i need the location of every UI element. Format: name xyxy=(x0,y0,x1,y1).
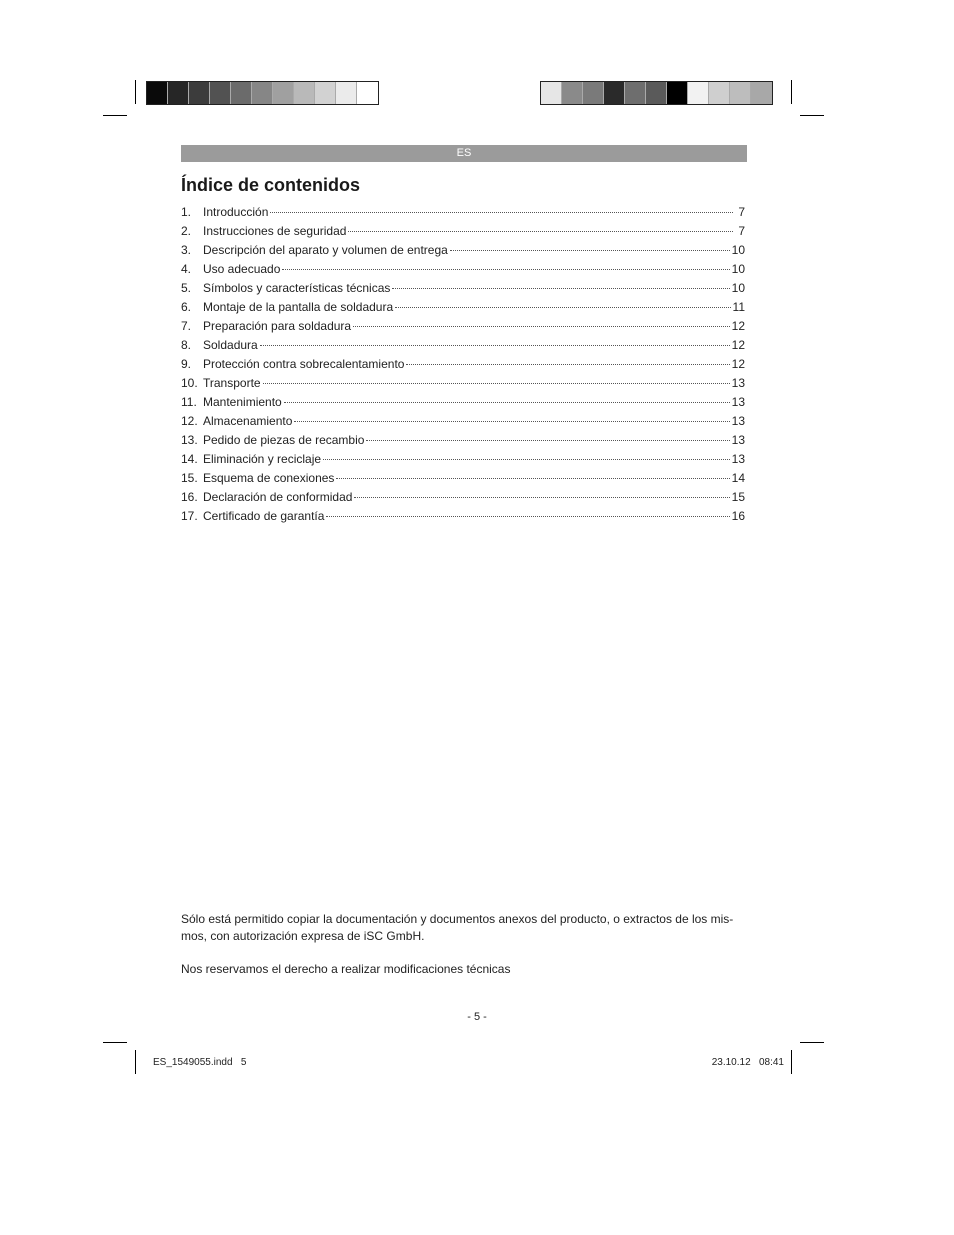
crop-mark xyxy=(800,115,824,116)
toc-entry-number: 11. xyxy=(181,395,197,409)
crop-mark xyxy=(791,1050,792,1074)
toc-leader-dots xyxy=(260,345,730,346)
toc-entry-page: 15 xyxy=(731,490,745,504)
color-swatch xyxy=(336,82,357,104)
crop-mark xyxy=(135,80,136,104)
crop-mark xyxy=(103,1042,127,1043)
toc-entry-number: 2. xyxy=(181,224,192,238)
toc-entry-title: Descripción del aparato y volumen de entrega xyxy=(203,243,448,257)
toc-entry xyxy=(181,279,745,298)
toc-entry-page: 7 xyxy=(738,224,745,238)
toc-entry-title: Instrucciones de seguridad xyxy=(203,224,347,238)
toc-entry xyxy=(181,355,745,374)
toc-entry xyxy=(181,203,745,222)
toc-leader-dots xyxy=(406,364,729,365)
toc-entry-number: 5. xyxy=(181,281,192,295)
toc-entry-page: 10 xyxy=(731,281,745,295)
toc-entry-title: Certificado de garantía xyxy=(203,509,325,523)
toc-entry-number: 3. xyxy=(181,243,192,257)
color-swatch xyxy=(751,82,772,104)
color-bar-right xyxy=(540,81,773,105)
copy-notice: Sólo está permitido copiar la documentación y documentos anexos del producto, o extractos de los mis-mos, con autorización expresa de iSC GmbH. xyxy=(181,912,734,943)
toc-leader-dots xyxy=(294,421,729,422)
footer-file: ES_1549055.indd 5 xyxy=(153,1057,247,1068)
toc-entry xyxy=(181,222,745,241)
toc-entry-page: 12 xyxy=(731,319,745,333)
toc-entry xyxy=(181,488,745,507)
toc-entry-number: 6. xyxy=(181,300,192,314)
toc-entry xyxy=(181,260,745,279)
color-swatch xyxy=(189,82,210,104)
toc-entry-number: 15. xyxy=(181,471,198,485)
toc-entry-number: 8. xyxy=(181,338,192,352)
toc-entry-number: 14. xyxy=(181,452,198,466)
toc-entry-number: 4. xyxy=(181,262,192,276)
toc-entry-number: 10. xyxy=(181,376,198,390)
toc-leader-dots xyxy=(392,288,729,289)
color-swatch xyxy=(667,82,688,104)
crop-mark xyxy=(135,1050,136,1074)
color-swatch xyxy=(168,82,189,104)
toc-entry-number: 17. xyxy=(181,509,198,523)
toc-entry-page: 13 xyxy=(731,433,745,447)
toc-entry-number: 16. xyxy=(181,490,198,504)
toc-entry-title: Preparación para soldadura xyxy=(203,319,352,333)
crop-mark xyxy=(103,115,127,116)
footer-datetime: 23.10.12 08:41 xyxy=(711,1057,784,1068)
color-swatch xyxy=(604,82,625,104)
color-bar-left xyxy=(146,81,379,105)
color-swatch xyxy=(562,82,583,104)
toc-entry-number: 1. xyxy=(181,205,192,219)
crop-mark xyxy=(791,80,792,104)
toc-leader-dots xyxy=(354,497,729,498)
toc-entry-title: Mantenimiento xyxy=(203,395,282,409)
toc-leader-dots xyxy=(450,250,730,251)
toc-entry-number: 9. xyxy=(181,357,192,371)
toc-entry-title: Declaración de conformidad xyxy=(203,490,353,504)
toc-leader-dots xyxy=(348,231,733,232)
toc-entry xyxy=(181,507,745,526)
toc-entry xyxy=(181,412,745,431)
toc-leader-dots xyxy=(395,307,730,308)
color-swatch xyxy=(583,82,604,104)
toc-entry-number: 12. xyxy=(181,414,198,428)
toc-leader-dots xyxy=(270,212,733,213)
toc-entry-number: 7. xyxy=(181,319,192,333)
toc-entry-title: Símbolos y características técnicas xyxy=(203,281,391,295)
toc-entry xyxy=(181,374,745,393)
toc-entry-title: Esquema de conexiones xyxy=(203,471,335,485)
toc-entry-page: 13 xyxy=(731,452,745,466)
toc-entry xyxy=(181,393,745,412)
toc-entry-page: 12 xyxy=(731,357,745,371)
color-swatch xyxy=(315,82,336,104)
toc-leader-dots xyxy=(323,459,730,460)
toc-entry xyxy=(181,450,745,469)
color-swatch xyxy=(231,82,252,104)
toc-entry-number: 13. xyxy=(181,433,198,447)
table-of-contents xyxy=(181,203,745,526)
color-swatch xyxy=(646,82,667,104)
toc-entry-page: 13 xyxy=(731,414,745,428)
toc-entry-page: 12 xyxy=(731,338,745,352)
toc-entry-page: 11 xyxy=(732,300,745,314)
toc-entry-title: Almacenamiento xyxy=(203,414,293,428)
toc-entry-title: Uso adecuado xyxy=(203,262,281,276)
toc-entry-page: 10 xyxy=(731,243,745,257)
toc-entry-title: Transporte xyxy=(203,376,261,390)
color-swatch xyxy=(357,82,378,104)
color-swatch xyxy=(541,82,562,104)
crop-mark xyxy=(800,1042,824,1043)
toc-leader-dots xyxy=(326,516,729,517)
toc-entry xyxy=(181,317,745,336)
color-swatch xyxy=(730,82,751,104)
toc-entry-page: 13 xyxy=(731,395,745,409)
color-swatch xyxy=(709,82,730,104)
color-swatch xyxy=(252,82,273,104)
toc-leader-dots xyxy=(282,269,729,270)
color-swatch xyxy=(688,82,709,104)
color-swatch xyxy=(294,82,315,104)
language-band xyxy=(181,145,747,162)
toc-entry-page: 7 xyxy=(738,205,745,219)
toc-entry-page: 13 xyxy=(731,376,745,390)
language-code: ES xyxy=(456,147,472,159)
toc-entry xyxy=(181,336,745,355)
color-swatch xyxy=(625,82,646,104)
toc-entry-title: Eliminación y reciclaje xyxy=(203,452,322,466)
toc-entry xyxy=(181,431,745,450)
toc-entry-title: Introducción xyxy=(203,205,269,219)
toc-leader-dots xyxy=(284,402,730,403)
toc-entry-title: Protección contra sobrecalentamiento xyxy=(203,357,405,371)
toc-entry-page: 14 xyxy=(731,471,745,485)
toc-entry-title: Soldadura xyxy=(203,338,258,352)
toc-entry xyxy=(181,469,745,488)
color-swatch xyxy=(147,82,168,104)
color-swatch xyxy=(273,82,294,104)
toc-entry-title: Pedido de piezas de recambio xyxy=(203,433,365,447)
toc-leader-dots xyxy=(336,478,729,479)
page-title: Índice de contenidos xyxy=(181,175,361,195)
toc-entry-page: 10 xyxy=(731,262,745,276)
modifications-notice: Nos reservamos el derecho a realizar modificaciones técnicas xyxy=(181,962,511,976)
toc-entry xyxy=(181,241,745,260)
page-number: - 5 - xyxy=(467,1011,487,1023)
toc-leader-dots xyxy=(263,383,730,384)
color-swatch xyxy=(210,82,231,104)
toc-entry-title: Montaje de la pantalla de soldadura xyxy=(203,300,394,314)
toc-entry-page: 16 xyxy=(731,509,745,523)
toc-entry xyxy=(181,298,745,317)
toc-leader-dots xyxy=(366,440,729,441)
toc-leader-dots xyxy=(353,326,730,327)
